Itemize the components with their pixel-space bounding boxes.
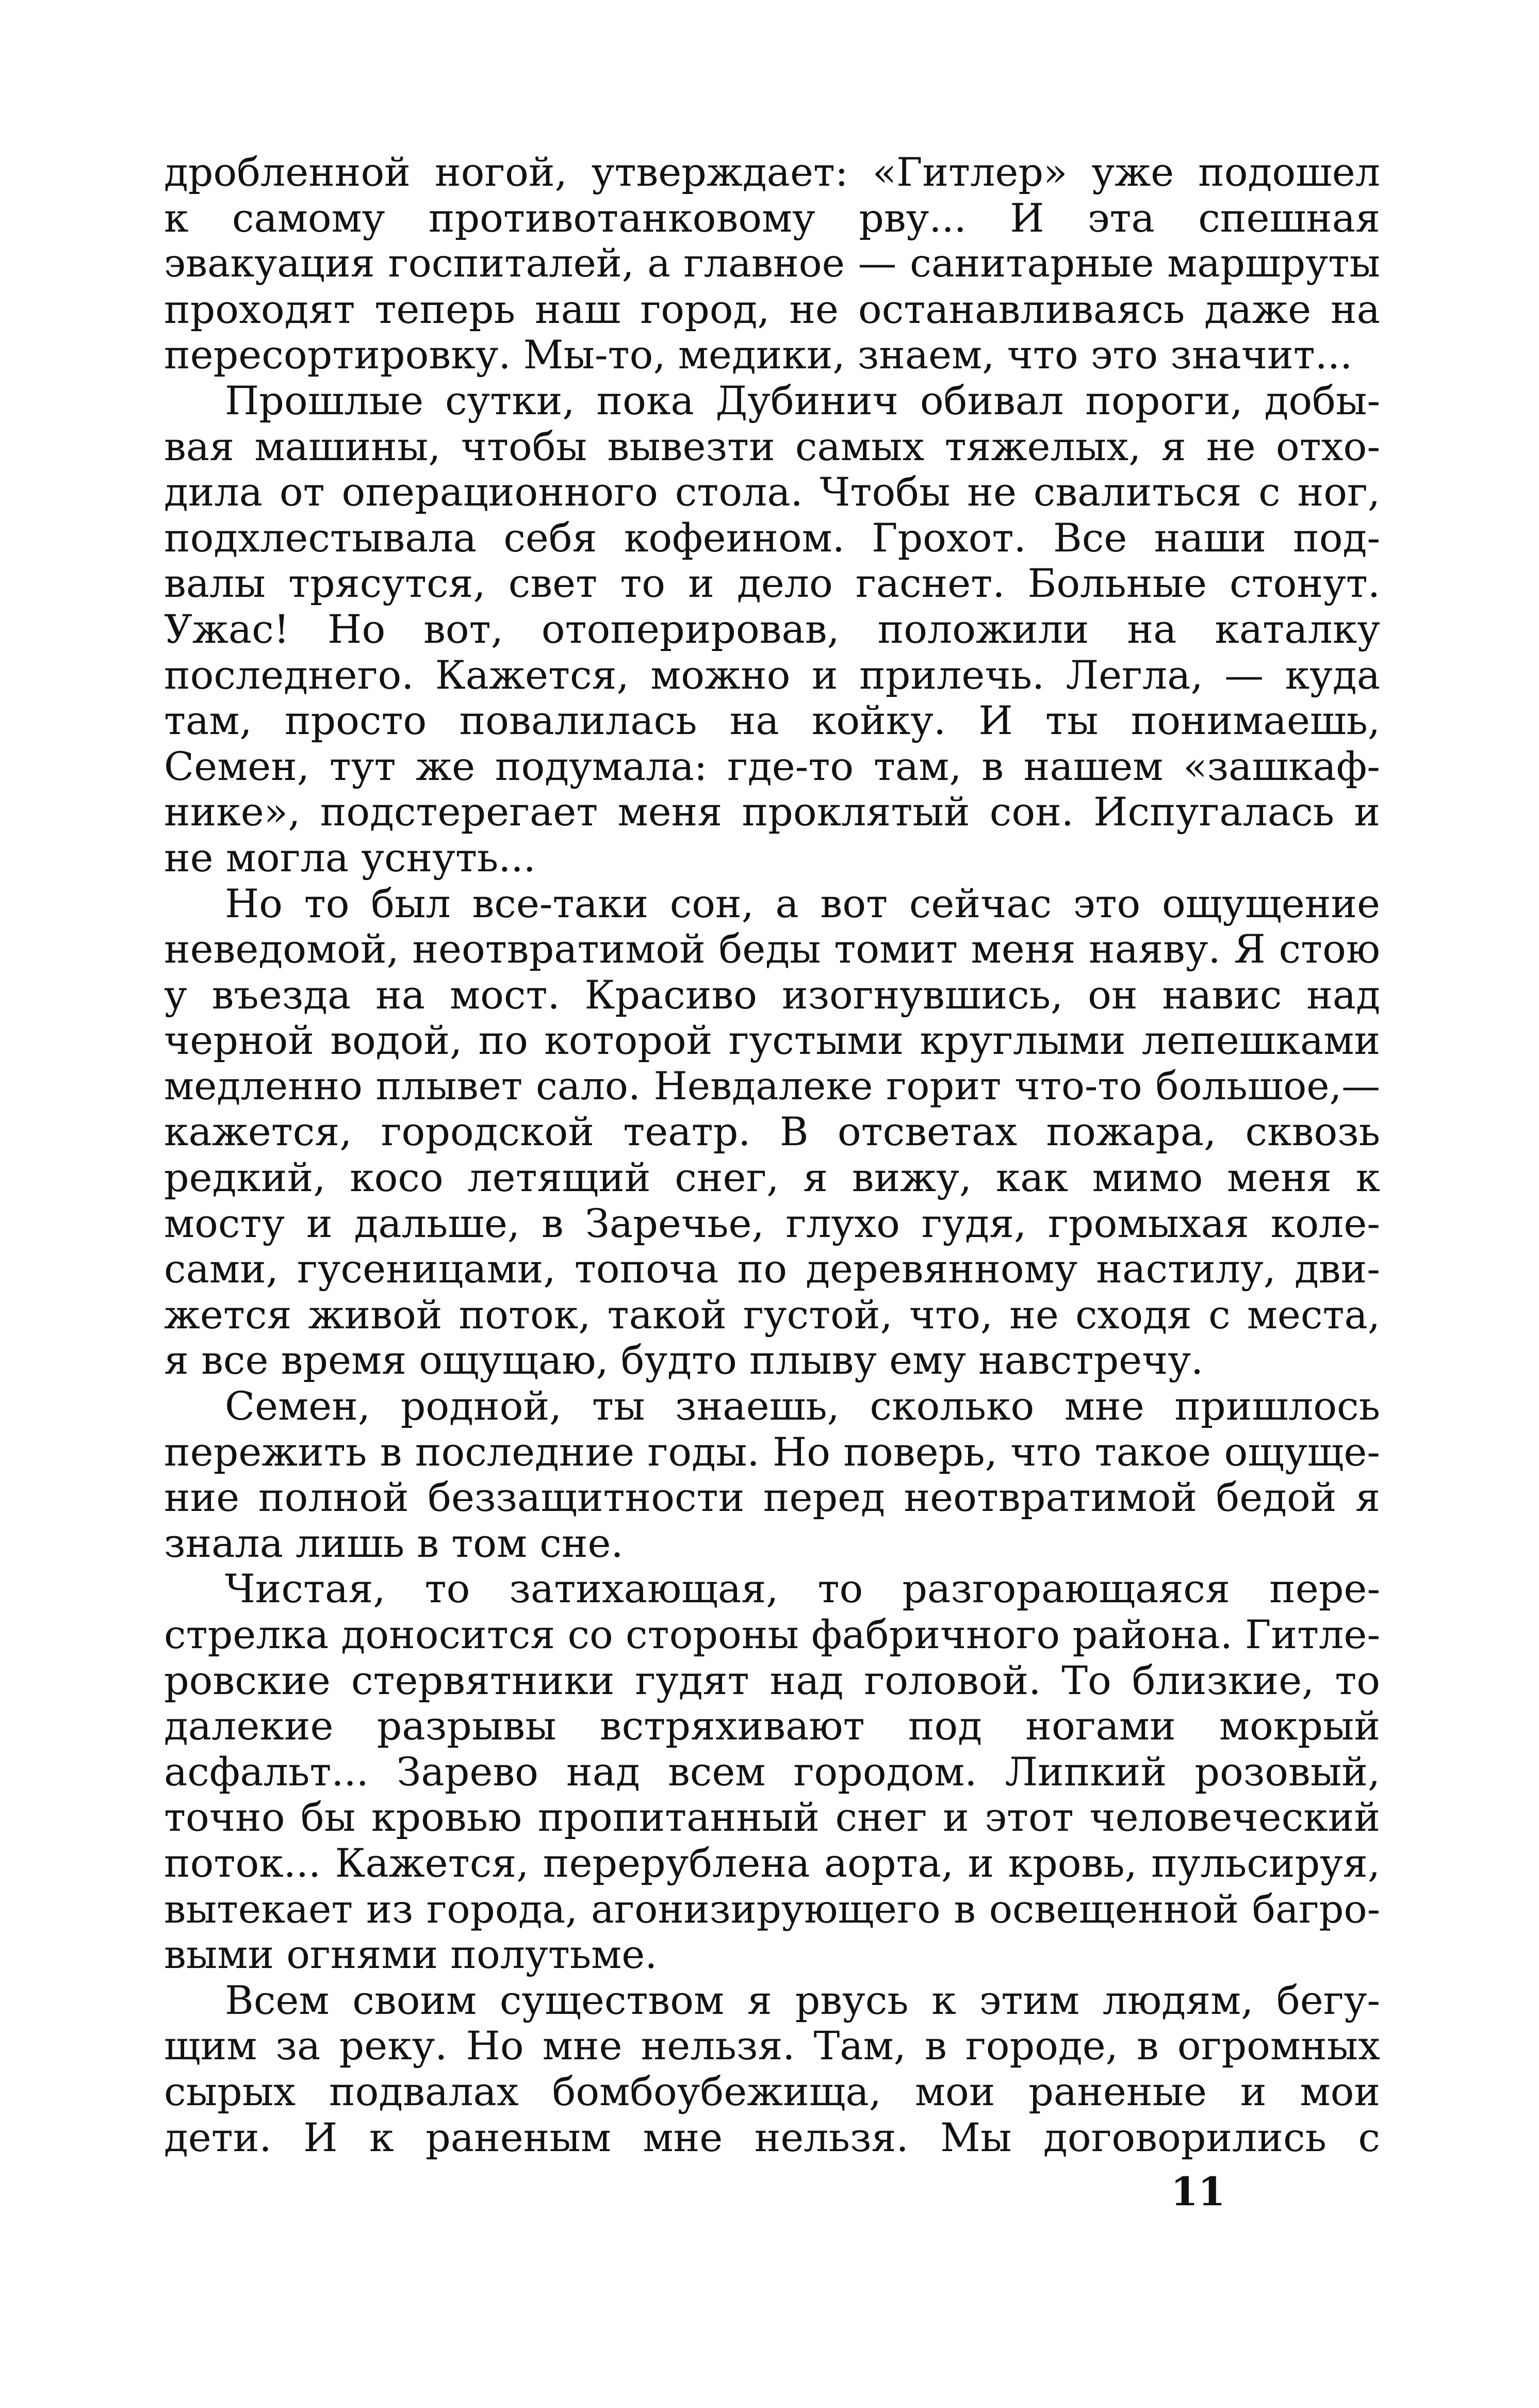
text-line: ровские стервятники гудят над головой. То близкие, то [164, 1657, 1380, 1703]
text-line: поток... Кажется, перерублена аорта, и кровь, пульсируя, [164, 1840, 1380, 1886]
text-line: Всем своим существом я рвусь к этим людям, бегу- [225, 1977, 1380, 2023]
text-line: там, просто повалилась на койку. И ты понимаешь, [164, 697, 1380, 744]
text-line: Семен, тут же подумала: где-то там, в нашем «зашкаф- [164, 743, 1380, 789]
text-line: вая машины, чтобы вывезти самых тяжелых, я не отхо- [164, 423, 1380, 469]
text-line: щим за реку. Но мне нельзя. Там, в городе, в огромных [164, 2023, 1380, 2069]
text-line: стрелка доносится со стороны фабричного района. Гитле- [164, 1612, 1380, 1657]
text-line: к самому противотанковому рву... И эта спешная [164, 194, 1380, 241]
text-line: черной водой, по которой густыми круглыми лепешками [164, 1017, 1380, 1064]
text-line: выми огнями полутьме. [164, 1931, 658, 1978]
text-line: жется живой поток, такой густой, что, не сходя с места, [164, 1291, 1380, 1338]
text-line: Семен, родной, ты знаешь, сколько мне пришлось [225, 1383, 1380, 1429]
text-line: проходят теперь наш город, не останавливаясь даже на [164, 286, 1380, 332]
body-text [164, 150, 1380, 2160]
text-line: вытекает из города, агонизирующего в освещенной багро- [164, 1886, 1380, 1932]
text-line: далекие разрывы встряхивают под ногами мокрый [164, 1703, 1380, 1749]
text-line: мосту и дальше, в Заречье, глухо гудя, громыхая коле- [164, 1200, 1380, 1246]
text-line: валы трясутся, свет то и дело гаснет. Больные стонут. [164, 560, 1380, 607]
text-line: не могла уснуть... [164, 834, 536, 881]
text-line: Чистая, то затихающая, то разгорающаяся пере- [225, 1566, 1380, 1612]
text-line: знала лишь в том сне. [164, 1520, 624, 1566]
text-line: асфальт... Зарево над всем городом. Липкий розовый, [164, 1748, 1380, 1795]
text-line: Но то был все-таки сон, а вот сейчас это ощущение [225, 880, 1380, 926]
text-line: последнего. Кажется, можно и прилечь. Легла, — куда [164, 652, 1380, 698]
text-line: кажется, городской театр. В отсветах пожара, сквозь [164, 1109, 1380, 1155]
text-line: Ужас! Но вот, отоперировав, положили на каталку [164, 606, 1380, 652]
text-line: редкий, косо летящий снег, я вижу, как мимо меня к [164, 1154, 1380, 1201]
text-line: ние полной беззащитности перед неотвратимой бедой я [164, 1474, 1380, 1521]
text-line: эвакуация госпиталей, а главное — санитарные маршруты [164, 241, 1380, 286]
text-line: дети. И к раненым мне нельзя. Мы договорились с [164, 2114, 1380, 2160]
text-line: неведомой, неотвратимой беды томит меня наяву. Я стою [164, 926, 1380, 972]
text-line: точно бы кровью пропитанный снег и этот человеческий [164, 1794, 1380, 1841]
text-line: сырых подвалах бомбоубежища, мои раненые и мои [164, 2068, 1380, 2114]
text-line: у въезда на мост. Красиво изогнувшись, он навис над [164, 971, 1380, 1018]
text-line: дила от операционного стола. Чтобы не свалиться с ног, [164, 469, 1380, 515]
text-line: подхлестывала себя кофеином. Грохот. Все наши под- [164, 514, 1380, 561]
text-line: дробленной ногой, утверждает: «Гитлер» уже подошел [164, 149, 1380, 195]
text-line: Прошлые сутки, пока Дубинич обивал пороги, добы- [225, 377, 1380, 424]
text-line: медленно плывет сало. Невдалеке горит что-то большое,— [164, 1063, 1380, 1109]
page-number: 11 [1171, 2169, 1225, 2215]
text-line: нике», подстерегает меня проклятый сон. Испугалась и [164, 789, 1380, 835]
text-line: пережить в последние годы. Но поверь, что такое ощуще- [164, 1428, 1380, 1475]
text-line: я все время ощущаю, будто плыву ему навстречу. [164, 1337, 1204, 1384]
text-line: сами, гусеницами, топоча по деревянному настилу, дви- [164, 1246, 1380, 1292]
text-line: пересортировку. Мы-то, медики, знаем, что это значит... [164, 332, 1353, 378]
